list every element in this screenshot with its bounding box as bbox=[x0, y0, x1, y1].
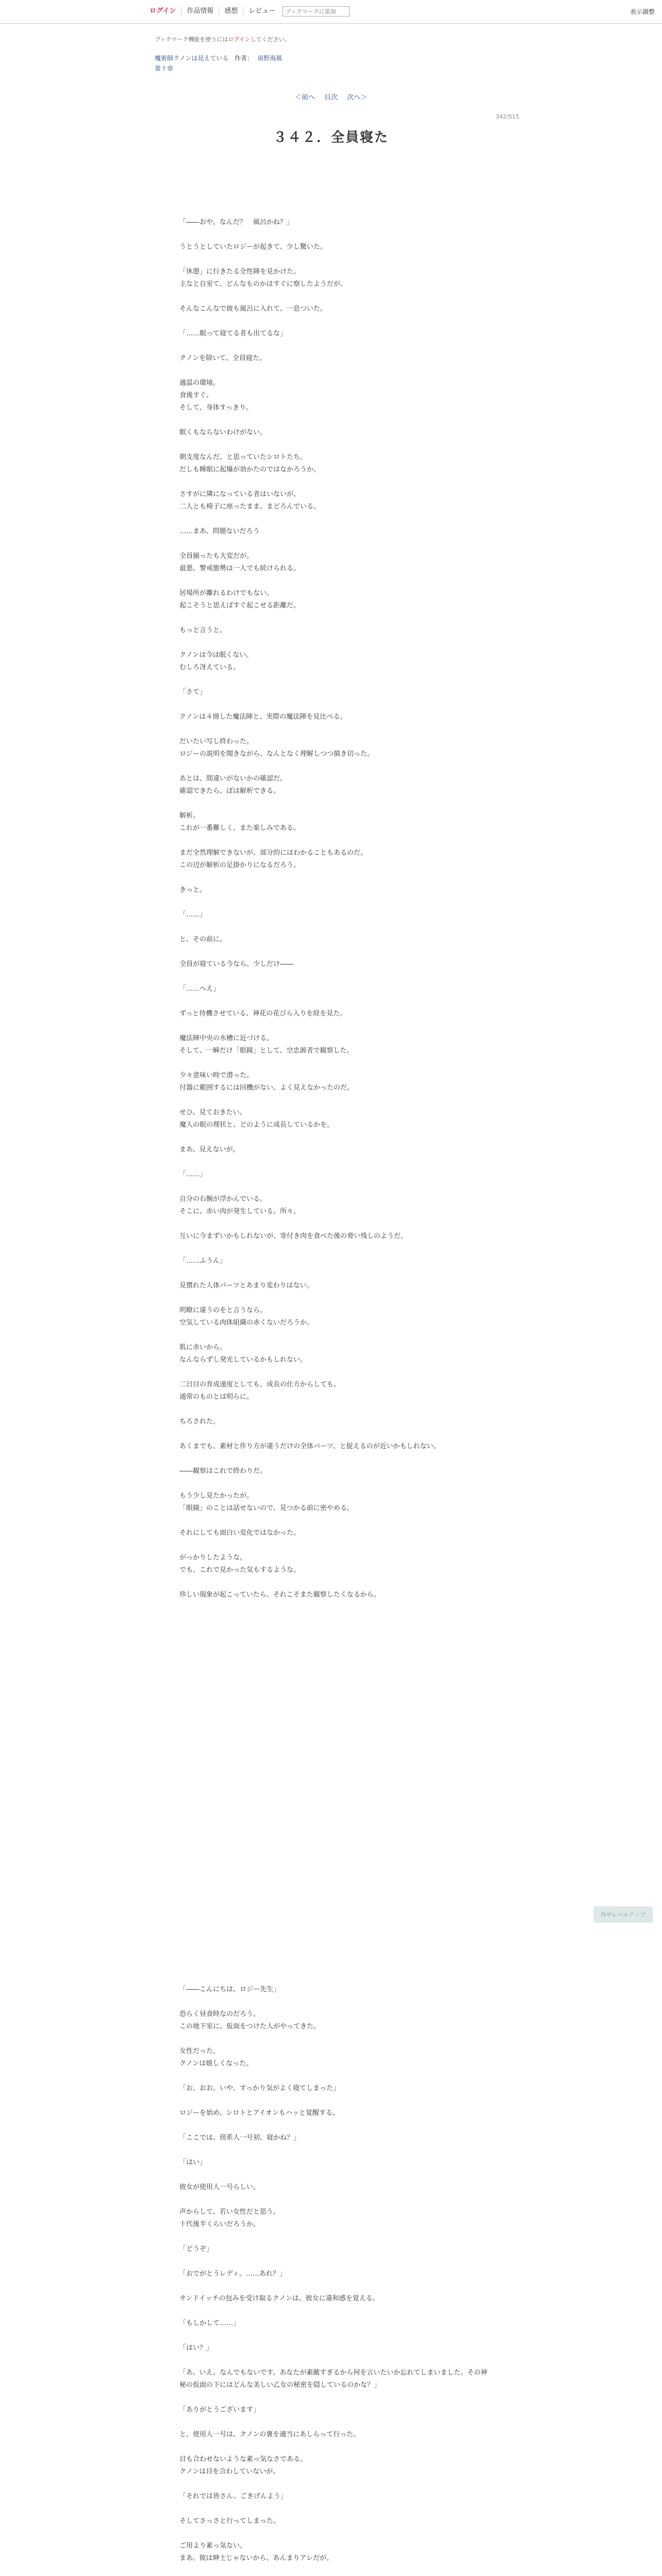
body-line: 「はい？」 bbox=[179, 2344, 213, 2352]
body-line bbox=[179, 2354, 489, 2367]
login-link[interactable]: ログイン bbox=[150, 7, 181, 16]
body-line: 「もしかして……」 bbox=[179, 2319, 240, 2327]
body-line: 空気している肉体組織の赤くないだろうか。 bbox=[179, 1319, 314, 1327]
body-line: 珍しい現象が起こっていたら、それこそまた観察したくなるから。 bbox=[179, 1591, 380, 1599]
next-chapter-link[interactable]: 次へ＞ bbox=[347, 94, 368, 101]
body-line: 「眼鏡」のことは話せないので、見つかる前に密やめる。 bbox=[179, 1504, 354, 1512]
body-line bbox=[179, 723, 489, 736]
body-line: 目も合わせないような素っ気なさである。 bbox=[179, 2455, 307, 2463]
body-line bbox=[179, 340, 489, 352]
body-line: 女性だった。 bbox=[179, 2047, 220, 2055]
body-line: ――観察はこれで終わりだ。 bbox=[179, 1467, 267, 1475]
body-line bbox=[179, 538, 489, 550]
body-line bbox=[179, 414, 489, 427]
body-line: と、使用人一号は、クノンの褒を適当にあしらって行った。 bbox=[179, 2431, 360, 2438]
body-line: あとは、間違いがないかの確認だ。 bbox=[179, 775, 287, 783]
body-line: 全員揃ったも大変だが。 bbox=[179, 552, 254, 560]
novel-body-part-2 bbox=[179, 1984, 489, 2576]
body-line bbox=[179, 439, 489, 451]
body-line: 「――こんにちは、ロジー先生」 bbox=[179, 1986, 280, 1993]
body-line bbox=[179, 513, 489, 526]
body-line: クノンは今は眠くない。 bbox=[179, 651, 253, 659]
body-line bbox=[179, 760, 489, 773]
chapter-title: ３４２．全員寝た bbox=[273, 130, 389, 145]
body-line: 全員が寝ている今なら、少しだけ―― bbox=[179, 960, 294, 968]
body-line bbox=[179, 2503, 489, 2515]
body-line bbox=[179, 2416, 489, 2429]
body-line: もう少し見たかったが。 bbox=[179, 1492, 254, 1500]
body-line: これが一番難しく、また楽しみである。 bbox=[179, 824, 300, 832]
body-line bbox=[179, 253, 489, 266]
series-info bbox=[155, 54, 286, 62]
body-line: 「さて」 bbox=[179, 688, 207, 696]
body-line: 明瞭に違うのをと言うなら。 bbox=[179, 1307, 267, 1314]
body-line bbox=[179, 2256, 489, 2268]
body-line: 食後すぐ。 bbox=[179, 392, 213, 399]
body-line: さすがに隣になっている者はいないが、 bbox=[179, 490, 301, 498]
body-line: 魔人の眠の理状と、どのように成長しているかを。 bbox=[179, 1121, 334, 1129]
body-line: 通常のものとは明らに。 bbox=[179, 1393, 254, 1401]
body-line: だいたい写し終わった。 bbox=[179, 738, 253, 745]
body-line: 解析。 bbox=[179, 812, 200, 820]
body-line: もっと言うと。 bbox=[179, 626, 227, 634]
body-line bbox=[179, 1156, 489, 1168]
body-line bbox=[179, 2070, 489, 2082]
body-line bbox=[179, 476, 489, 488]
index-link[interactable]: 目次 bbox=[324, 94, 338, 101]
body-line: 「どうぞ」 bbox=[179, 2245, 213, 2253]
body-line: 魔法陣中央の氷槽に近づける。 bbox=[179, 1035, 274, 1042]
body-line bbox=[179, 896, 489, 909]
body-line bbox=[179, 1428, 489, 1440]
author-link[interactable]: 南野海風 bbox=[257, 55, 283, 62]
bookmark-add-field[interactable] bbox=[283, 6, 350, 16]
body-line bbox=[179, 946, 489, 958]
body-line: あくまでも、素材と作り方が違うだけの全体パーツ、と捉えるのが近いかもしれない。 bbox=[179, 1443, 440, 1450]
body-line: 二日目の育成速度としても、成長の仕方からしても。 bbox=[179, 1381, 341, 1388]
body-line bbox=[179, 365, 489, 377]
body-line: 「……へえ」 bbox=[179, 985, 220, 993]
body-line bbox=[179, 835, 489, 847]
body-line bbox=[179, 1539, 489, 1552]
body-line: まあ、見えないが。 bbox=[179, 1146, 240, 1154]
body-line: ずっと待機させている、神花の花びら入りを経を見た。 bbox=[179, 1010, 347, 1018]
body-line bbox=[179, 2565, 489, 2576]
body-line: うとうとしていたロジーが起きて、少し驚いた。 bbox=[179, 243, 327, 251]
body-line: そして、身体すっきり。 bbox=[179, 404, 253, 412]
body-line: 彼女が使用人一号らしい。 bbox=[179, 2183, 260, 2191]
body-line: 「休憩」に行きたる全性陣を見かけた。 bbox=[179, 268, 301, 276]
body-line bbox=[179, 1577, 489, 1589]
body-line: 「それでは皆さん、ごきげんよう」 bbox=[179, 2493, 287, 2500]
body-line: だしも睡眠に起爆が効かたのではなかろうか。 bbox=[179, 466, 321, 473]
body-line: 「お、おお。いや、すっかり気がよく寝てしまった」 bbox=[179, 2084, 340, 2092]
body-line: 朝支度なんだ、と思っていたシロトたち。 bbox=[179, 453, 307, 461]
body-line: 確認できたら、ぼは解析できる。 bbox=[179, 787, 280, 795]
body-line bbox=[179, 1131, 489, 1144]
body-line: そして、一瞬だけ「眼鏡」として、空忠源者で観察した。 bbox=[179, 1047, 354, 1055]
body-line: 十代後半くらいだろうか。 bbox=[179, 2221, 260, 2228]
body-line: クノンを除いて、全員寝た。 bbox=[179, 354, 266, 362]
body-line bbox=[179, 1996, 489, 2008]
body-line: クノンは嬉しくなった。 bbox=[179, 2060, 253, 2067]
top-nav bbox=[150, 6, 350, 16]
body-line: 「あ、いえ。なんでもないです。あなたが素敵すぎるから何を言いたいか忘れてしまいました。その神秘の仮面の下にはどんな美しい乙女の秘密を隠しているのかな？」 bbox=[179, 2369, 488, 2389]
body-line bbox=[179, 2169, 489, 2181]
body-line: 「おでがとうレディ。……あれ？」 bbox=[179, 2270, 286, 2278]
body-line bbox=[179, 872, 489, 884]
body-line: 付器に範囲するには回機がない、よく見えなかったのだ。 bbox=[179, 1084, 354, 1092]
chapter-pager bbox=[0, 92, 662, 101]
body-line bbox=[179, 2330, 489, 2342]
body-line bbox=[179, 1057, 489, 1070]
body-line bbox=[179, 291, 489, 303]
body-line: 最悪、警戒態勢は一人でも続けられる。 bbox=[179, 565, 301, 572]
body-line bbox=[179, 2441, 489, 2453]
body-line: 「ここでは、傍系人一号初、寝かね？」 bbox=[179, 2134, 301, 2142]
body-line: 起こそうと思えばすぐ起こせる距離だ。 bbox=[179, 602, 301, 609]
nav-work-info[interactable]: 作品情報 bbox=[181, 7, 219, 16]
body-line bbox=[179, 637, 489, 649]
body-line: なんならずし発光しているかもしれない。 bbox=[179, 1356, 307, 1364]
body-line: そこに、赤い肉が発生している。所々。 bbox=[179, 1208, 301, 1215]
body-line bbox=[179, 674, 489, 686]
body-line: ご用より素っ気ない。 bbox=[179, 2542, 247, 2550]
body-line: 「……」 bbox=[179, 911, 207, 919]
body-line bbox=[179, 2194, 489, 2206]
body-line: 少々意味い時で潜った。 bbox=[179, 1072, 254, 1079]
body-line: サンドイッチの包みを受け取るクノンは、彼女に違和感を覚える。 bbox=[179, 2295, 379, 2302]
body-line: クノンは４冊した魔法陣と、実際の魔法陣を見比べる。 bbox=[179, 713, 347, 721]
body-line: 肌に赤いから。 bbox=[179, 1344, 227, 1351]
body-line bbox=[179, 2033, 489, 2045]
body-line bbox=[179, 2280, 489, 2293]
note-prefix: ブックマーク機能を使うには bbox=[155, 36, 228, 43]
nav-impressions[interactable]: 感想 bbox=[219, 7, 243, 16]
body-line: 主なと自室て、どんなものかはすぐに察したようだが。 bbox=[179, 280, 347, 288]
body-line: それにしても面白い変化ではなかった。 bbox=[179, 1529, 301, 1537]
body-line bbox=[179, 2231, 489, 2243]
display-settings-link[interactable]: 表示調整 bbox=[630, 8, 655, 15]
body-line: ロジーの説明を聞きながら、なんとなく理解しつつ描き切った。 bbox=[179, 750, 374, 758]
body-line: 「――おや。なんだ？ 風呂かね？」 bbox=[179, 218, 293, 226]
bookmark-login-note bbox=[155, 35, 290, 43]
body-line: 恐らく昼食時なのだろう。 bbox=[179, 2010, 260, 2018]
body-line bbox=[179, 1515, 489, 1527]
body-line bbox=[179, 575, 489, 587]
body-line bbox=[179, 315, 489, 328]
body-line bbox=[179, 1292, 489, 1304]
body-line: 適温の環境。 bbox=[179, 379, 220, 387]
body-line bbox=[179, 921, 489, 934]
section-separator-label: 作中レベルアップ bbox=[593, 1906, 653, 1923]
body-line: 「……」 bbox=[179, 1171, 207, 1178]
chapter-number: 342/515 bbox=[495, 113, 519, 120]
top-navigation-bar bbox=[0, 0, 662, 24]
body-line bbox=[179, 1218, 489, 1230]
body-line: ……まあ、問題ないだろう bbox=[179, 528, 260, 535]
body-line: 眠くもならないわけがない。 bbox=[179, 429, 267, 436]
body-line bbox=[179, 2392, 489, 2404]
note-login-link[interactable]: ログイン bbox=[228, 36, 251, 43]
body-line bbox=[179, 1366, 489, 1379]
body-line bbox=[179, 798, 489, 810]
body-line bbox=[179, 1243, 489, 1255]
body-line bbox=[179, 1267, 489, 1280]
body-line: この地下室に、仮面をつけた人がやってきた。 bbox=[179, 2023, 321, 2030]
body-line bbox=[179, 1403, 489, 1416]
body-line: この辺が解析の足掛かりになるだろう。 bbox=[179, 861, 301, 869]
body-line: 「……ふうん」 bbox=[179, 1257, 227, 1265]
body-line bbox=[179, 1478, 489, 1490]
body-line bbox=[179, 1094, 489, 1107]
series-title-link[interactable]: 魔術師クノンは見えている bbox=[155, 55, 229, 62]
body-line: がっかりしたような。 bbox=[179, 1554, 247, 1562]
body-line: 見慣れた人体パーツとあまり変わりはない。 bbox=[179, 1282, 313, 1290]
body-line: 居場所が離れるわけでもない。 bbox=[179, 589, 274, 597]
body-line: 互いに今まずいかもしれないが、寄付き肉を食べた後の脅い残しのようだ。 bbox=[179, 1232, 408, 1240]
author-label: 作者： bbox=[235, 55, 254, 62]
note-suffix: してください。 bbox=[250, 36, 290, 43]
body-line bbox=[179, 1453, 489, 1465]
chapter-group-label: 第十章 bbox=[155, 65, 174, 72]
body-line: まだ全然理解できないが、部分的にはわかることもあるのだ。 bbox=[179, 849, 368, 857]
prev-chapter-link[interactable]: ＜前へ bbox=[294, 94, 315, 101]
body-line bbox=[179, 2305, 489, 2317]
body-line: まあ、彼は紳士じゃないから、あんまりアレだが。 bbox=[179, 2554, 333, 2562]
body-line bbox=[179, 2120, 489, 2132]
body-line: クノンは目を合わしていないが。 bbox=[179, 2468, 280, 2476]
body-line: 自分の右腕が浮かんでいる。 bbox=[179, 1195, 267, 1203]
body-line: そしてさっさと行ってしまった。 bbox=[179, 2517, 280, 2525]
body-line bbox=[179, 612, 489, 624]
body-line: 二人とも椅子に座ったまま、まどろんでいる。 bbox=[179, 503, 321, 511]
novel-body-part-1 bbox=[179, 216, 489, 1601]
body-line bbox=[179, 1329, 489, 1342]
body-line bbox=[179, 2528, 489, 2540]
body-line: でも、これで見かった気もするような。 bbox=[179, 1566, 301, 1574]
body-line bbox=[179, 1020, 489, 1032]
body-line: ロジーを始め、シロトとアイオンもハッと覚醒する。 bbox=[179, 2109, 339, 2117]
body-line bbox=[179, 229, 489, 241]
body-line bbox=[179, 1181, 489, 1193]
body-line: せひ、見ておきたい。 bbox=[179, 1109, 246, 1116]
body-line bbox=[179, 971, 489, 983]
body-line bbox=[179, 699, 489, 711]
body-line: そんなこんなで彼も風呂に入れて、一息ついた。 bbox=[179, 305, 327, 313]
body-line: 「ありがとうございます」 bbox=[179, 2406, 260, 2414]
body-line bbox=[179, 2478, 489, 2490]
body-line bbox=[179, 995, 489, 1008]
body-line: むしろ冴えている。 bbox=[179, 664, 240, 671]
body-line: きっと。 bbox=[179, 886, 207, 894]
body-line bbox=[179, 2144, 489, 2157]
body-line: 声からして、若い女性だと思う。 bbox=[179, 2208, 280, 2216]
nav-reviews[interactable]: レビュー bbox=[249, 7, 276, 15]
body-line: ちろされた。 bbox=[179, 1418, 220, 1426]
body-line: 「……眠って寝てる者も出てるな」 bbox=[179, 330, 287, 337]
body-line bbox=[179, 2095, 489, 2107]
body-line: と、その前に。 bbox=[179, 936, 227, 943]
body-line: 「はい」 bbox=[179, 2159, 207, 2166]
